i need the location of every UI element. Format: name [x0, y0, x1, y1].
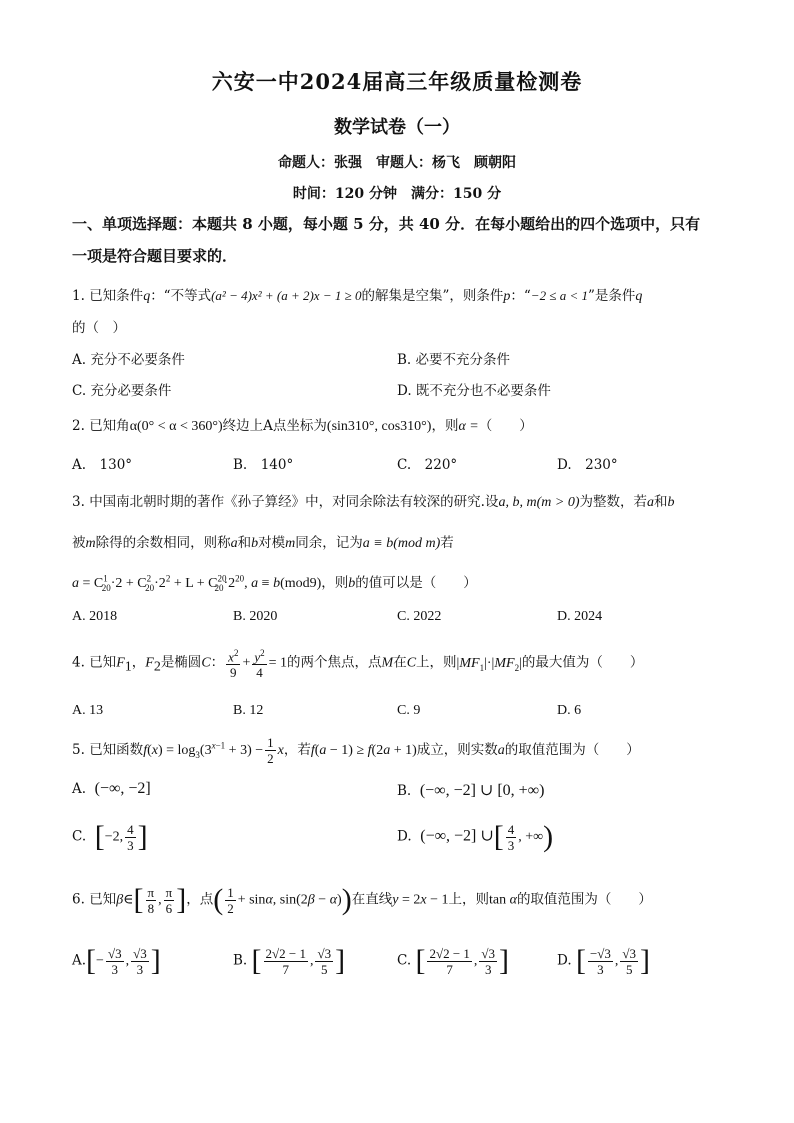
- option-d: D. 230°: [557, 457, 618, 473]
- option-b: B. 12: [233, 703, 264, 718]
- question-1-line1: 1. 已知条件q：“不等式(a² − 4)x² + (a + 2)x − 1 ≥ 0的解集是空集”，则条件p：“−2 ≤ a < 1”是条件q: [72, 288, 643, 304]
- option-a: A. 充分不必要条件: [72, 352, 185, 368]
- option-a: A. (−∞, −2]: [72, 780, 151, 797]
- math-product: $|MF_1|\cdot|MF_2|$: [456, 655, 522, 673]
- question-3-line3: $a = C^1_{20}\cdot 2 + C^2_{20}\cdot 2^2 + L + C^{20}_{20}\cdot 2^{20}$, a ≡ b(mod9)，则b的值可以是（ ）: [72, 573, 477, 593]
- math-binomial-sum: $a = C^1_{20}\cdot 2 + C^2_{20}\cdot 2^2 + L + C^{20}_{20}\cdot 2^{20}$, a ≡ b(mod9): [72, 573, 322, 593]
- option-c: C. 充分必要条件: [72, 383, 172, 399]
- option-d: D. (−∞, −2] ∪[ $\frac{4}{3}$ , +∞): [397, 820, 554, 853]
- option-a: A. 13: [72, 703, 104, 718]
- question-number: 1.: [72, 288, 85, 304]
- option-d: D. 6: [557, 703, 582, 718]
- math-fraction: $\frac{x^2}{9}$: [228, 648, 239, 681]
- question-3-line1: 3. 中国南北朝时期的著作《孙子算经》中，对同余除法有较深的研究.设a, b, m(m > 0)为整数，若a和b: [72, 494, 675, 510]
- option-c: C. [ $\frac{2√2 - 1}{7}$ , $\frac{√3}{3}$ ]: [397, 944, 510, 977]
- math-angle-range: α(0° < α < 360°): [129, 419, 223, 434]
- math-fraction: $\frac{y^2}{4}$: [254, 648, 265, 681]
- option-d: D. [ $\frac{-√3}{3}$ , $\frac{√3}{5}$ ]: [557, 944, 651, 977]
- authors-line: 命题人：张强 审题人：杨飞 顾朝阳: [278, 155, 516, 171]
- option-d: D. 2024: [557, 609, 603, 624]
- math-inequality: (a² − 4)x² + (a + 2)x − 1 ≥ 0: [211, 288, 362, 303]
- option-a: A. 2018: [72, 609, 118, 624]
- section-heading-line2: 一项是符合题目要求的．: [72, 247, 238, 265]
- question-6-line1: 6. 已知β∈[ $\frac{\pi}{8}$ , $\frac{\pi}{6}$ ]，点( $\frac{1}{2}$ + sinα, sin(2β − α))在直线y = 2x − 1上，则tan α的取值范围为（ ）: [72, 883, 652, 916]
- math-function: $f(x) = \log_3(3^{x-1} + 3)$ −: [143, 740, 264, 760]
- math-coordinate: (sin310°, cos310°): [326, 419, 432, 434]
- exam-title: 六安一中2024届高三年级质量检测卷: [211, 69, 583, 94]
- option-a: A.[− $\frac{√3}{3}$ , $\frac{√3}{3}$ ]: [72, 944, 161, 977]
- option-d: D. 既不充分也不必要条件: [397, 383, 551, 399]
- question-3-line2: 被m除得的余数相同，则称a和b对模m同余，记为a ≡ b(mod m)若: [72, 535, 454, 551]
- option-a: A. 130°: [72, 457, 133, 473]
- question-5-line1: 5. 已知函数$f(x) = \log_3(3^{x-1} + 3)$ − $\frac{1}{2}$ x，若f(a − 1) ≥ f(2a + 1)成立，则实数a的取值范围为（ ）: [72, 735, 640, 766]
- question-2-line1: 2. 已知角α(0° < α < 360°)终边上A点坐标为(sin310°, cos310°)，则α =（ ）: [72, 418, 533, 434]
- option-b: B. 必要不充分条件: [397, 352, 511, 368]
- option-b: B. [ $\frac{2√2 - 1}{7}$ , $\frac{√3}{5}$ ]: [233, 944, 346, 977]
- question-4-line1: 4. 已知$F_1$，$F_2$是椭圆C： $\frac{x^2}{9}$ + $\frac{y^2}{4}$ = 1的两个焦点，点M在C上，则$|MF_1|\cdot|MF_2|$的最大值为（ ）: [72, 648, 644, 681]
- option-c: C. 220°: [397, 457, 458, 473]
- option-c: C. 9: [397, 703, 421, 718]
- exam-subtitle: 数学试卷（一）: [334, 117, 460, 138]
- option-b: B. 140°: [233, 457, 294, 473]
- math-inequality: f(a − 1) ≥ f(2a + 1): [310, 743, 417, 758]
- option-c: C. 2022: [397, 609, 442, 624]
- option-c: C. [−2, $\frac{4}{3}$ ]: [72, 820, 148, 853]
- time-info: 时间：120 分钟 满分：150 分: [292, 186, 502, 202]
- section-heading-line1: 一、单项选择题：本题共 8 小题，每小题 5 分，共 40 分．在每小题给出的四个选项中，只有: [72, 215, 701, 233]
- question-1-line2: 的（ ）: [72, 320, 126, 336]
- option-b: B. 2020: [233, 609, 278, 624]
- option-b: B. (−∞, −2] ∪ [0, +∞): [397, 782, 545, 799]
